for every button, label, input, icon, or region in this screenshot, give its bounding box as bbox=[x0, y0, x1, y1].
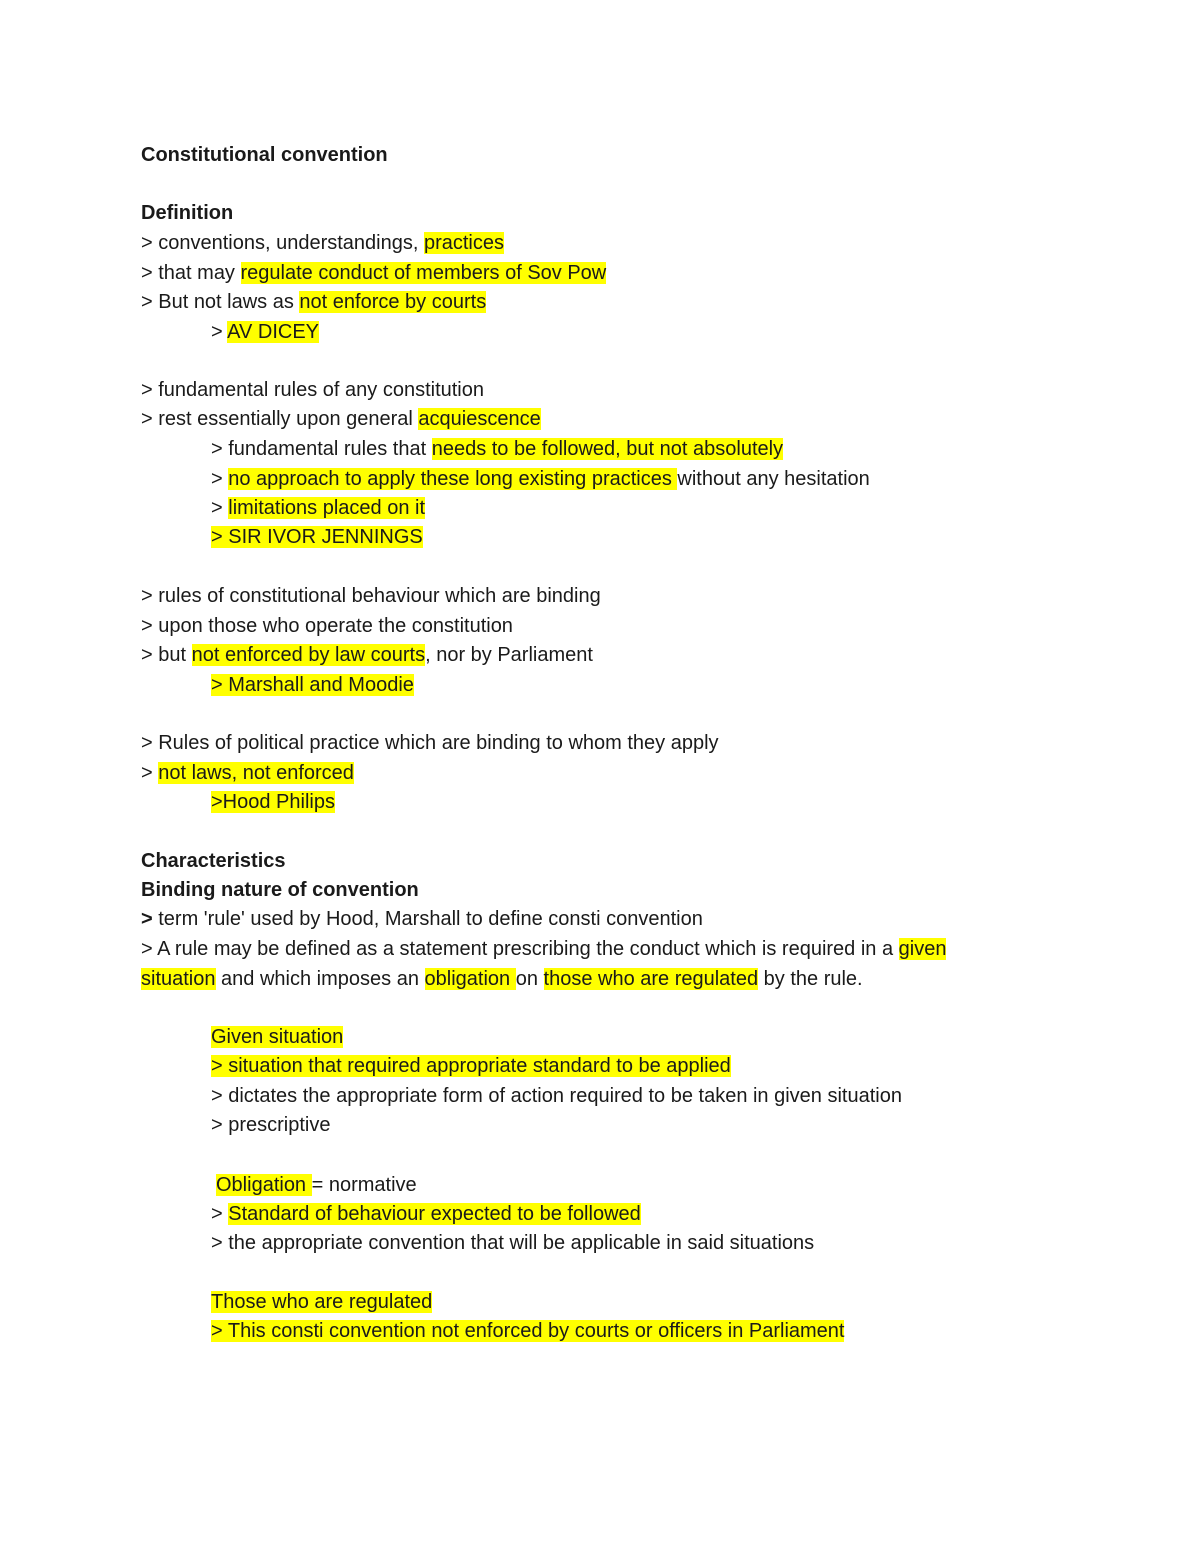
definition-subline: > no approach to apply these long existing practices without any hesitation bbox=[211, 468, 870, 490]
highlight: limitations placed on it bbox=[228, 497, 426, 519]
regulated-heading bbox=[211, 1289, 432, 1315]
obligation-line: > the appropriate convention that will be applicable in said situations bbox=[211, 1232, 815, 1254]
highlight: > Marshall and Moodie bbox=[211, 674, 414, 696]
highlight: acquiescence bbox=[418, 408, 541, 430]
obligation-heading: Obligation = normative bbox=[216, 1174, 417, 1196]
highlight: Those who are regulated bbox=[211, 1291, 433, 1313]
given-situation-heading bbox=[211, 1024, 343, 1050]
characteristics-line: > A rule may be defined as a statement prescribing the conduct which is required in a given bbox=[141, 938, 947, 960]
highlight: > This consti convention not enforced by courts or officers in Parliament bbox=[211, 1320, 845, 1342]
highlight: regulate conduct of members of Sov Pow bbox=[240, 262, 607, 284]
highlight: > SIR IVOR JENNINGS bbox=[211, 526, 423, 548]
definition-line: > but not enforced by law courts, nor by Parliament bbox=[141, 644, 593, 666]
highlight: needs to be followed, but not absolutely bbox=[431, 438, 784, 460]
highlight: no approach to apply these long existing practices bbox=[228, 468, 678, 490]
highlight: not enforced by law courts bbox=[191, 644, 426, 666]
highlight: not laws, not enforced bbox=[158, 762, 354, 784]
definition-line: > not laws, not enforced bbox=[141, 762, 354, 784]
citation-line bbox=[211, 524, 423, 550]
obligation-line: > Standard of behaviour expected to be followed bbox=[211, 1203, 641, 1225]
highlight: not enforce by courts bbox=[299, 291, 487, 313]
highlight: AV DICEY bbox=[227, 321, 320, 343]
highlight: given bbox=[898, 938, 947, 960]
citation-line bbox=[211, 672, 414, 698]
definition-line: > But not laws as not enforce by courts bbox=[141, 291, 487, 313]
highlight: > situation that required appropriate standard to be applied bbox=[211, 1055, 731, 1077]
definition-line: > rules of constitutional behaviour which are binding bbox=[141, 585, 601, 607]
citation-line: > AV DICEY bbox=[211, 321, 320, 343]
definition-line: > conventions, understandings, practices bbox=[141, 232, 504, 254]
document-title: Constitutional convention bbox=[141, 144, 388, 166]
highlight: Standard of behaviour expected to be followed bbox=[228, 1203, 641, 1225]
definition-line: > upon those who operate the constitution bbox=[141, 615, 513, 637]
definition-subline: > fundamental rules that needs to be followed, but not absolutely bbox=[211, 438, 784, 460]
characteristics-line: > term 'rule' used by Hood, Marshall to define consti convention bbox=[141, 908, 703, 930]
definition-line: > that may regulate conduct of members of Sov Pow bbox=[141, 262, 607, 284]
definition-subline: > limitations placed on it bbox=[211, 497, 426, 519]
highlight: practices bbox=[423, 232, 504, 254]
regulated-line bbox=[211, 1318, 844, 1344]
definition-line: > fundamental rules of any constitution bbox=[141, 379, 484, 401]
highlight: obligation bbox=[424, 968, 516, 990]
definition-line: > rest essentially upon general acquiescence bbox=[141, 408, 541, 430]
highlight: Obligation bbox=[216, 1174, 312, 1196]
citation-line bbox=[211, 789, 335, 815]
given-situation-line bbox=[211, 1053, 731, 1079]
characteristics-line: situation and which imposes an obligation on those who are regulated by the rule. bbox=[141, 968, 863, 990]
highlight: situation bbox=[141, 968, 216, 990]
definition-heading: Definition bbox=[141, 202, 234, 224]
highlight: Given situation bbox=[211, 1026, 344, 1048]
definition-line: > Rules of political practice which are binding to whom they apply bbox=[141, 732, 719, 754]
characteristics-subheading: Binding nature of convention bbox=[141, 879, 419, 901]
given-situation-line: > dictates the appropriate form of action required to be taken in given situation bbox=[211, 1085, 902, 1107]
given-situation-line: > prescriptive bbox=[211, 1114, 331, 1136]
characteristics-heading: Characteristics bbox=[141, 850, 286, 872]
highlight: >Hood Philips bbox=[211, 791, 335, 813]
highlight: those who are regulated bbox=[543, 968, 759, 990]
